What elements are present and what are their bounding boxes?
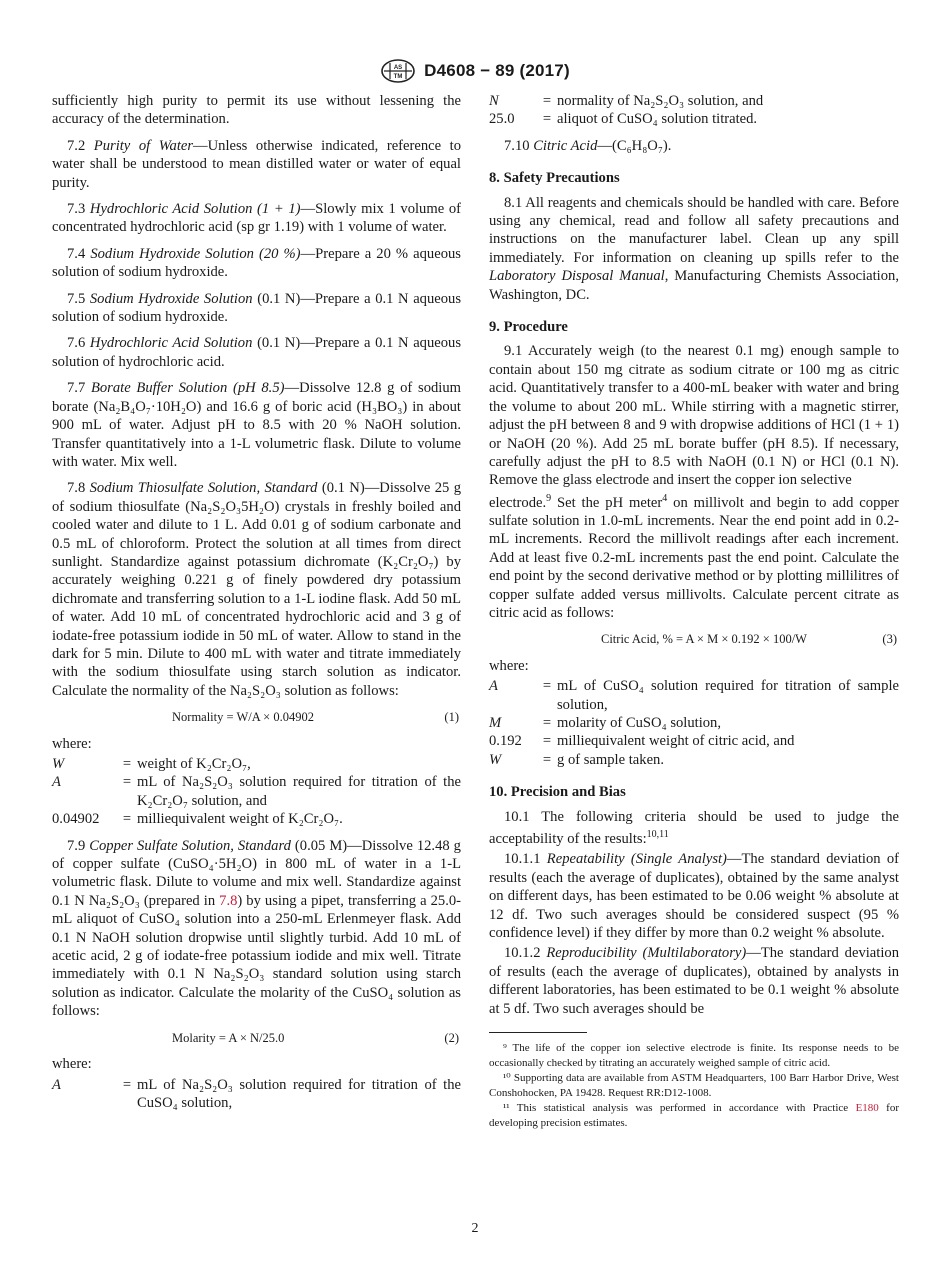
where-label: where: bbox=[52, 1056, 92, 1073]
section-7-8 bbox=[52, 479, 461, 700]
section-number: 7.10 bbox=[504, 137, 530, 154]
section-text: —The standard deviation of results (each the average of duplicates), obtained by analysts in different laboratories, has been estimated to be 0.1 weight % absolute at 5 df. Two such averages should be bbox=[489, 945, 899, 1017]
right-column bbox=[489, 92, 899, 1131]
definition-row bbox=[52, 1076, 461, 1113]
definitions-eq1 bbox=[52, 755, 461, 829]
section-title: Copper Sulfate Solution, Standard bbox=[89, 837, 291, 854]
definition-text: g of sample taken. bbox=[557, 751, 664, 768]
definition-equals: = bbox=[542, 715, 552, 732]
page-header bbox=[0, 56, 950, 86]
section-text: on millivolt and begin to add copper sulfate solution in 1.0-mL increments. Near the end point add in 0.2-mL increments. Record the millivolt readings after each increment. Add at least five 0.2-mL increments past the end point. Calculate the end point by the second derivative method or by plotting millilitres of copper sulfate added versus millivolts. Calculate percent citrate as citric acid as follows: bbox=[489, 494, 899, 622]
section-10-1-2 bbox=[489, 944, 899, 1018]
definition-text: mL of Na₂S₂O₃ solution required for titration of the CuSO₄ solution, bbox=[137, 1076, 461, 1111]
section-text: 8.1 All reagents and chemicals should be handled with care. Before using any chemical, read and follow all safety precautions and instructions on the manufacturer label. Clean up any spill immediately. For information on cleaning up spills refer to the bbox=[489, 194, 899, 266]
definition-equals: = bbox=[122, 756, 132, 772]
definition-equals: = bbox=[542, 678, 552, 695]
footnote-text: ¹¹ This statistical analysis was performed in accordance with Practice bbox=[503, 1102, 856, 1114]
definition-row bbox=[52, 755, 461, 773]
paragraph-continuation: sufficiently high purity to permit its use without lessening the accuracy of the determination. bbox=[52, 93, 461, 128]
footnote-text: for developing precision estimates. bbox=[489, 1102, 899, 1129]
definition-symbol: 0.04902 bbox=[52, 811, 100, 828]
section-7-3 bbox=[52, 200, 461, 237]
astm-logo-icon bbox=[380, 58, 416, 84]
definition-text: milliequivalent weight of K₂Cr₂O₇. bbox=[137, 811, 343, 828]
section-text: Set the pH meter bbox=[551, 494, 663, 511]
footnote-ref-9[interactable]: 9 bbox=[546, 492, 552, 504]
definition-text: aliquot of CuSO₄ solution titrated. bbox=[557, 111, 758, 128]
definition-symbol: N bbox=[489, 93, 499, 109]
practice-link-e180[interactable]: E180 bbox=[855, 1102, 879, 1114]
section-title: Sodium Hydroxide Solution bbox=[89, 290, 253, 307]
section-10-1-1 bbox=[489, 850, 899, 942]
definition-equals: = bbox=[122, 774, 132, 791]
definition-symbol: A bbox=[52, 774, 61, 791]
section-7-9 bbox=[52, 837, 461, 1021]
definition-text: mL of CuSO₄ solution required for titration of sample solution, bbox=[557, 678, 899, 713]
definition-row bbox=[489, 92, 899, 110]
manual-title: Laboratory Disposal Manual bbox=[489, 268, 665, 285]
section-text: —Prepare a 20 % aqueous solution of sodium hydroxide. bbox=[52, 245, 461, 281]
heading-precision-and-bias: 10. Precision and Bias bbox=[489, 784, 626, 801]
definition-symbol: W bbox=[52, 756, 65, 772]
footnote-9: ⁹ The life of the copper ion selective electrode is finite. Its response needs to be occasionally checked by titrating an accurately weighed sample of citric acid. bbox=[489, 1042, 899, 1069]
definition-equals: = bbox=[542, 751, 552, 768]
definition-row bbox=[489, 677, 899, 714]
definitions-eq2 bbox=[52, 1076, 461, 1113]
section-text: —Slowly mix 1 volume of concentrated hydrochloric acid (sp gr 1.19) with 1 volume of water. bbox=[52, 201, 461, 236]
section-title: Sodium Hydroxide Solution (20 %) bbox=[90, 245, 301, 262]
svg-text:AS: AS bbox=[394, 65, 403, 71]
definition-text: mL of Na₂S₂O₃ solution required for titration of the K₂Cr₂O₇ solution, and bbox=[137, 774, 461, 809]
section-7-4 bbox=[52, 245, 461, 282]
footnote-10: ¹⁰ Supporting data are available from ASTM Headquarters, 100 Barr Harbor Drive, West Conshohocken, PA 19428. Request RR:D12-1008. bbox=[489, 1072, 899, 1099]
section-text: —Dissolve 12.8 g of sodium borate (Na₂B₄O₇·10H₂O) and 16.6 g of boric acid (H₃BO₃) in about 900 mL of water. Adjust pH to 8.5 with 20 % NaOH solution. Transfer quantitatively into a 1-L volumetric flask. Dilute to volume with water. Mix well. bbox=[52, 380, 461, 470]
section-text: (0.1 N)—Prepare a 0.1 N aqueous solution of hydrochloric acid. bbox=[52, 335, 462, 370]
section-text: electrode. bbox=[489, 494, 547, 511]
section-text: ) by using a pipet, transferring a 25.0-mL aliquot of CuSO₄ solution into a 250-mL Erlenmeyer flask. Add 0.1 N NaOH solution dropwise until slightly turbid. Add 10 mL of acetic acid, 2 g of iodate-free potassium iodide and mix well. Titrate immediately with 0.1 N Na₂S₂O₃ standard solution using starch solution as indicator. Calculate the molarity of the CuSO₄ solution as follows: bbox=[52, 892, 461, 1020]
heading-safety-precautions: 8. Safety Precautions bbox=[489, 170, 620, 187]
definitions-eq2-continued bbox=[489, 92, 899, 129]
section-text: —Unless otherwise indicated, reference to water shall be understood to mean distilled water or water of equal purity. bbox=[52, 137, 461, 191]
section-link-7-8[interactable]: 7.8 bbox=[219, 892, 238, 909]
section-10-1 bbox=[489, 808, 899, 849]
definition-equals: = bbox=[122, 1076, 132, 1093]
equation-number: (2) bbox=[444, 1030, 459, 1045]
section-number: 7.5 bbox=[67, 290, 86, 307]
definition-symbol: M bbox=[489, 715, 502, 732]
where-label: where: bbox=[489, 657, 529, 674]
equation-expression: Citric Acid, % = A × M × 0.192 × 100/W bbox=[601, 632, 807, 647]
definition-text: molarity of CuSO₄ solution, bbox=[557, 715, 722, 732]
section-text: (0.05 M)—Dissolve 12.48 g of copper sulfate (CuSO₄·5H₂O) in 800 mL of water in a 1-L volumetric flask. Dilute to volume and mix well. Standardize against 0.1 N Na₂S₂O₃ (prepared in bbox=[52, 837, 461, 909]
section-7-5 bbox=[52, 290, 461, 327]
definition-row bbox=[52, 810, 461, 828]
footnote-11 bbox=[489, 1101, 899, 1130]
section-number: 7.4 bbox=[67, 245, 86, 262]
footnote-ref-10-11[interactable]: 10,11 bbox=[646, 829, 669, 841]
section-text: (0.1 N)—Dissolve 25 g of sodium thiosulfate (Na₂S₂O₃5H₂O) crystals in freshly boiled and cooled water and dilute to 1 L. Add 0.01 g of sodium carbonate and 0.5 mL of chloroform. Protect the solution at all times from direct sunlight. Standardize against potassium dichromate (K₂Cr₂O₇) by accurately weighing 0.221 g of finely powdered dry potassium dichromate and transferring solution to a 1-L iodine flask. Add 50 mL of water. Add 10 mL of concentrated hydrochloric acid and 3 g of iodate-free potassium iodide in 50 mL of water. Allow to stand in the dark for 5 min. Dilute to 400 mL with water and titrate immediately with the sodium thiosulfate using starch solution as indicator. Calculate the normality of the Na₂S₂O₃ solution as follows: bbox=[52, 480, 461, 699]
section-text: —The standard deviation of results (each the average of duplicates), obtained by the same analyst on different days, has been estimated to be 0.06 weight % absolute at 12 df. Two such averages should be considered suspect (95 % confidence level) if they differ by more than 0.2 weight % absolute. bbox=[489, 851, 900, 941]
section-number: 7.6 bbox=[67, 335, 86, 352]
equation-1 bbox=[52, 708, 461, 726]
definition-row bbox=[489, 751, 899, 769]
equation-number: (1) bbox=[444, 710, 459, 725]
page-number: 2 bbox=[471, 1221, 479, 1236]
section-number: 7.7 bbox=[67, 380, 86, 397]
equation-expression: Molarity = A × N/25.0 bbox=[172, 1030, 285, 1045]
standard-designation: D4608 − 89 (2017) bbox=[424, 61, 570, 80]
definitions-eq3 bbox=[489, 677, 899, 769]
section-7-6 bbox=[52, 334, 461, 371]
definition-row bbox=[489, 714, 899, 732]
equation-2 bbox=[52, 1029, 461, 1047]
equation-3 bbox=[489, 630, 899, 648]
left-column bbox=[52, 92, 461, 1120]
section-7-10 bbox=[489, 137, 899, 155]
definition-symbol: A bbox=[52, 1076, 61, 1093]
section-9-1 bbox=[489, 342, 899, 622]
section-text: (0.1 N)—Prepare a 0.1 N aqueous solution of sodium hydroxide. bbox=[52, 290, 462, 326]
definition-row bbox=[489, 110, 899, 128]
equation-expression: Normality = W/A × 0.04902 bbox=[172, 710, 314, 725]
section-text: 9.1 Accurately weigh (to the nearest 0.1 mg) enough sample to contain about 150 mg citrate as sodium citrate or 100 mg as citric acid. Quantitatively transfer to a 400-mL beaker with water and bring the volume to about 200 mL. While stirring with a magnetic stirrer, adjust the pH between 8 and 9 with dropwise additions of HCl (1 + 1) or NaOH (20 %). Add 25 mL borate buffer (pH 8.5). If necessary, carefully adjust the pH to 8.5 with NaOH (0.1 N) or HCl (0.1 N). Remove the glass electrode and insert the copper ion selective bbox=[489, 343, 899, 489]
section-7-7 bbox=[52, 379, 461, 471]
definition-row bbox=[489, 732, 899, 750]
section-title: Reproducibility (Multilaboratory) bbox=[546, 945, 747, 962]
section-text: 10.1 The following criteria should be used to judge the acceptability of the results: bbox=[489, 808, 899, 847]
definition-equals: = bbox=[122, 811, 132, 828]
definition-text: weight of K₂Cr₂O₇, bbox=[137, 756, 251, 772]
definition-symbol: 25.0 bbox=[489, 111, 515, 128]
section-number: 7.3 bbox=[67, 201, 86, 218]
section-title: Repeatability (Single Analyst) bbox=[546, 851, 727, 868]
equation-number: (3) bbox=[882, 632, 897, 647]
section-7-2 bbox=[52, 137, 461, 192]
definition-symbol: 0.192 bbox=[489, 733, 522, 750]
section-title: Sodium Thiosulfate Solution, Standard bbox=[89, 480, 318, 497]
section-title: Purity of Water bbox=[93, 137, 194, 154]
definition-equals: = bbox=[542, 111, 552, 128]
section-8-1 bbox=[489, 194, 899, 304]
definition-row bbox=[52, 773, 461, 810]
definition-symbol: A bbox=[489, 678, 498, 695]
section-title: Citric Acid bbox=[533, 137, 598, 154]
definition-text: milliequivalent weight of citric acid, and bbox=[557, 733, 795, 750]
footnote-ref-4[interactable]: 4 bbox=[662, 492, 668, 504]
footnote-rule bbox=[489, 1032, 587, 1033]
section-number: 7.2 bbox=[67, 137, 86, 154]
section-text: , Manufacturing Chemists Association, Washington, DC. bbox=[489, 268, 899, 303]
section-number: 10.1.1 bbox=[504, 851, 541, 868]
heading-procedure: 9. Procedure bbox=[489, 319, 568, 336]
definition-symbol: W bbox=[489, 751, 502, 768]
section-number: 7.9 bbox=[67, 837, 86, 854]
svg-text:TM: TM bbox=[393, 74, 403, 80]
section-number: 10.1.2 bbox=[504, 945, 541, 962]
section-title: Borate Buffer Solution (pH 8.5) bbox=[90, 380, 285, 397]
section-number: 7.8 bbox=[67, 480, 86, 497]
section-title: Hydrochloric Acid Solution bbox=[89, 335, 253, 352]
section-title: Hydrochloric Acid Solution (1 + 1) bbox=[89, 201, 301, 218]
definition-equals: = bbox=[542, 733, 552, 750]
definition-text: normality of Na₂S₂O₃ solution, and bbox=[557, 93, 764, 109]
definition-equals: = bbox=[542, 93, 552, 109]
where-label: where: bbox=[52, 735, 92, 752]
section-text: —(C₆H₈O₇). bbox=[597, 137, 672, 154]
